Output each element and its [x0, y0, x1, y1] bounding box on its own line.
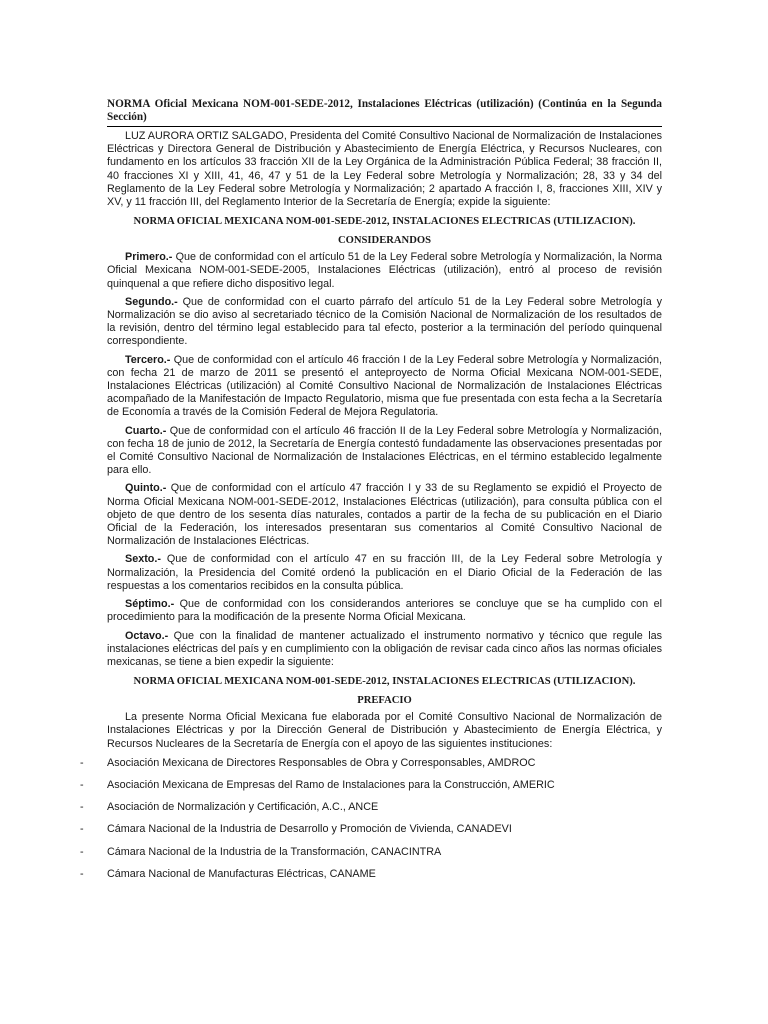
- considerando-label: Octavo.-: [125, 629, 169, 642]
- bullet-marker: -: [80, 867, 84, 880]
- institution-name: Asociación Mexicana de Empresas del Ramo de Instalaciones para la Construcción, AMERIC: [107, 778, 555, 791]
- norma-heading: NORMA OFICIAL MEXICANA NOM-001-SEDE-2012, INSTALACIONES ELECTRICAS (UTILIZACION).: [133, 216, 636, 228]
- considerando-paragraph: [107, 598, 662, 624]
- list-item: [80, 867, 662, 881]
- considerando-text: Que de conformidad con el cuarto párrafo del artículo 51 de la Ley Federal sobre Metrología y Normalización se dio aviso al secretariado técnico de la Comisión Nacional de Normalización de los resultados de la revisión, dentro del término legal establecido para tal efecto, posterior a la terminación del período quinquenal correspondiente.: [107, 295, 662, 348]
- considerando-label: Sexto.-: [125, 553, 161, 566]
- considerando-text: Que con la finalidad de mantener actualizado el instrumento normativo y técnico que regule las instalaciones eléctricas del país y en cumplimiento con la obligación de revisar cada cinco años las normas oficiales mexicanas, se tiene a bien expedir la siguiente:: [107, 629, 662, 668]
- document-body: [80, 98, 662, 890]
- considerandos-section: [107, 251, 662, 669]
- list-item: [80, 756, 662, 770]
- considerando-paragraph: [107, 553, 662, 593]
- prefacio-paragraph: La presente Norma Oficial Mexicana fue elaborada por el Comité Consultivo Nacional de Normalización de Instalaciones Eléctricas y por la Dirección General de Distribución y Abastecimiento de Energía Eléctrica, y Recursos Nucleares de la Secretaría de Energía con el apoyo de las siguientes instituciones:: [107, 711, 662, 750]
- institution-name: Asociación Mexicana de Directores Responsables de Obra y Corresponsables, AMDROC: [107, 756, 536, 769]
- considerandos-heading: CONSIDERANDOS: [337, 235, 431, 247]
- institutions-list: [80, 756, 662, 881]
- considerando-text: Que de conformidad con los considerandos anteriores se concluye que se ha cumplido con el procedimiento para la modificación de la presente Norma Oficial Mexicana.: [107, 598, 662, 624]
- considerando-text: Que de conformidad con el artículo 46 fracción II de la Ley Federal sobre Metrología y Normalización, con fecha 18 de junio de 2012, la Secretaría de Energía contestó fundadamente las observaciones presentadas por el Comité Consultivo Nacional de Normalización de Instalaciones Eléctricas, en el término establecido legalmente para ello.: [107, 424, 662, 477]
- bullet-marker: -: [80, 845, 84, 858]
- institution-name: Cámara Nacional de la Industria de Desarrollo y Promoción de Vivienda, CANADEVI: [107, 823, 512, 836]
- considerando-text: Que de conformidad con el artículo 47 fracción I y 33 de su Reglamento se expidió el Proyecto de Norma Oficial Mexicana NOM-001-SEDE-2012, Instalaciones Eléctricas (utilización), para consulta pública con el objeto de que dentro de los sesenta días naturales, contados a partir de la fecha de su publicación en el Diario Oficial de la Federación, los interesados presentaran sus comentarios al Comité Consultivo Nacional de Normalización de Instalaciones Eléctricas.: [107, 482, 662, 548]
- prefacio-heading: PREFACIO: [357, 695, 412, 707]
- considerando-paragraph: [107, 425, 662, 478]
- document-title: NORMA Oficial Mexicana NOM-001-SEDE-2012, Instalaciones Eléctricas (utilización) (Continúa en la Segunda Sección): [107, 98, 662, 127]
- considerando-label: Cuarto.-: [125, 424, 167, 437]
- considerando-paragraph: [107, 354, 662, 420]
- institution-name: Cámara Nacional de la Industria de la Transformación, CANACINTRA: [107, 845, 442, 858]
- bullet-marker: -: [80, 823, 84, 836]
- considerando-paragraph: [107, 296, 662, 349]
- intro-paragraph: LUZ AURORA ORTIZ SALGADO, Presidenta del Comité Consultivo Nacional de Normalización de Instalaciones Eléctricas y Directora General de Distribución y Abastecimiento de Energía Eléctrica, y Recursos Nucleares, con fundamento en los artículos 33 fracción XII de la Ley Orgánica de la Administración Pública Federal; 38 fracción II, 40 fracciones XI y XIII, 41, 46, 47 y 51 de la Ley Federal sobre Metrología y Normalización; 28, 33 y 34 del Reglamento de la Ley Federal sobre Metrología y Normalización; 2 apartado A fracción I, 8, fracciones XIII, XIV y XV, y 11 fracción III, del Reglamento Interior de la Secretaría de Energía; expide la siguiente:: [107, 130, 662, 209]
- considerando-label: Tercero.-: [125, 353, 171, 366]
- list-item: [80, 823, 662, 836]
- list-item: [80, 778, 662, 792]
- institution-name: Asociación de Normalización y Certificación, A.C., ANCE: [107, 801, 379, 814]
- list-item: [80, 801, 662, 814]
- institution-name: Cámara Nacional de Manufacturas Eléctricas, CANAME: [107, 867, 376, 880]
- norma-heading-repeat: NORMA OFICIAL MEXICANA NOM-001-SEDE-2012, INSTALACIONES ELECTRICAS (UTILIZACION).: [133, 676, 636, 688]
- considerando-text: Que de conformidad con el artículo 51 de la Ley Federal sobre Metrología y Normalización, la Norma Oficial Mexicana NOM-001-SEDE-2005, Instalaciones Eléctricas (utilización), entró al proceso de revisión quinquenal a que refiere dicho dispositivo legal.: [107, 251, 662, 290]
- considerando-label: Quinto.-: [125, 482, 167, 495]
- considerando-label: Segundo.-: [125, 295, 178, 308]
- list-item: [80, 845, 662, 859]
- considerando-paragraph: [107, 482, 662, 548]
- bullet-marker: -: [80, 801, 84, 814]
- considerando-paragraph: [107, 251, 662, 291]
- bullet-marker: -: [80, 778, 84, 791]
- considerando-text: Que de conformidad con el artículo 47 en su fracción III, de la Ley Federal sobre Metrología y Normalización, la Presidencia del Comité ordenó la publicación en el Diario Oficial de la Federación de las respuestas a los comentarios recibidos en la consulta pública.: [107, 553, 662, 592]
- bullet-marker: -: [80, 756, 84, 769]
- considerando-label: Primero.-: [125, 251, 173, 264]
- considerando-label: Séptimo.-: [125, 598, 175, 611]
- considerando-text: Que de conformidad con el artículo 46 fracción I de la Ley Federal sobre Metrología y Normalización, con fecha 21 de marzo de 2011 se presentó el anteproyecto de Norma Oficial Mexicana NOM-001-SEDE, Instalaciones Eléctricas (utilización) al Comité Consultivo Nacional de Normalización de Instalaciones Eléctricas acompañado de la Manifestación de Impacto Regulatorio, misma que fue presentada con esta fecha a la Secretaría de Economía a través de la Comisión Federal de Mejora Regulatoria.: [107, 353, 662, 419]
- considerando-paragraph: [107, 630, 662, 670]
